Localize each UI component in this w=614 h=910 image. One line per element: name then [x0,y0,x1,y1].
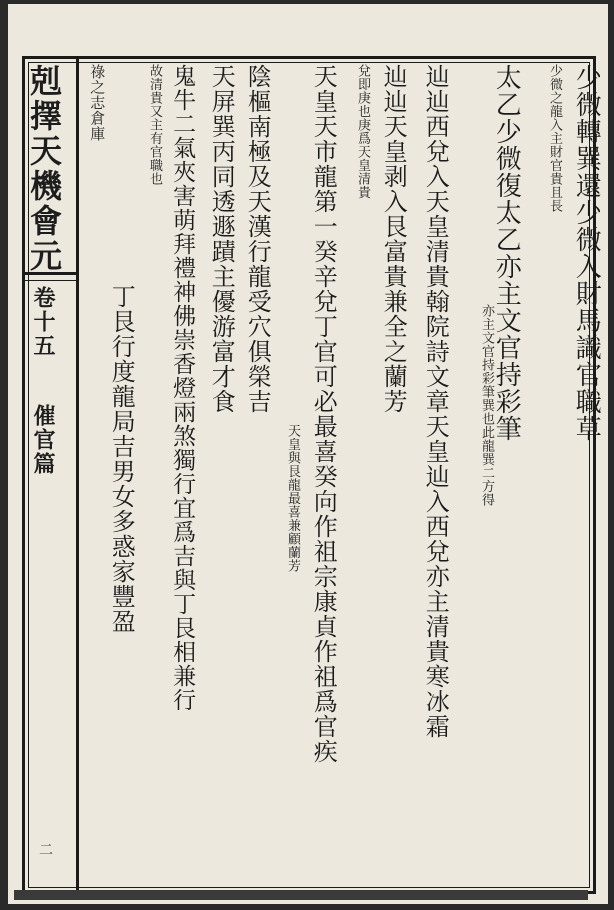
folio-number: 二 [37,842,53,856]
commentary-column: 兌即庚也庚爲天皇清貴 [354,64,370,199]
commentary-column: 天皇與艮龍最喜兼顧蘭芳 [284,424,300,573]
book-page [8,4,608,904]
section-label: 催官篇 [30,404,56,476]
text-column: 鬼牛二氣夾害萌拜禮神佛崇香燈兩煞獨行宜爲吉與丁艮相兼行 [169,64,196,712]
book-title: 剋擇天機會元 [25,64,63,274]
text-column: 天皇天市龍第一癸辛兌丁官可必最喜癸向作祖宗康貞作祖爲官疾 [309,64,338,764]
text-column: 辿辿西兌入天皇清貴翰院詩文章天皇辿入西兌亦主清貴寒冰霜 [421,64,450,739]
commentary-column: 故清貴又主有官職也 [146,64,162,186]
commentary-column: 祿之志倉庫 [88,64,107,142]
text-column: 太乙少微復太乙亦主文官持彩筆 [491,64,522,442]
text-column: 辿辿天皇剥入艮富貴兼全之蘭芳 [379,64,408,414]
text-column: 丁艮行度龍局吉男女多惑家豐盈 [107,284,136,634]
commentary-column: 亦主文官持彩筆巽也此龍巽二方得 [478,304,494,507]
text-column: 陰樞南極及天漢行龍受穴俱榮吉 [243,64,272,414]
text-column: 天屏巽丙同透遯蹟主優游富才食 [207,64,236,414]
scan-edge [14,890,588,900]
text-column: 少微轉巽還少微入財馬識官職草 [571,64,602,442]
fishtail-line [24,280,76,281]
commentary-column: 少微之龍入主財官貴且長 [546,64,562,213]
volume-label: 卷十五 [30,286,56,358]
